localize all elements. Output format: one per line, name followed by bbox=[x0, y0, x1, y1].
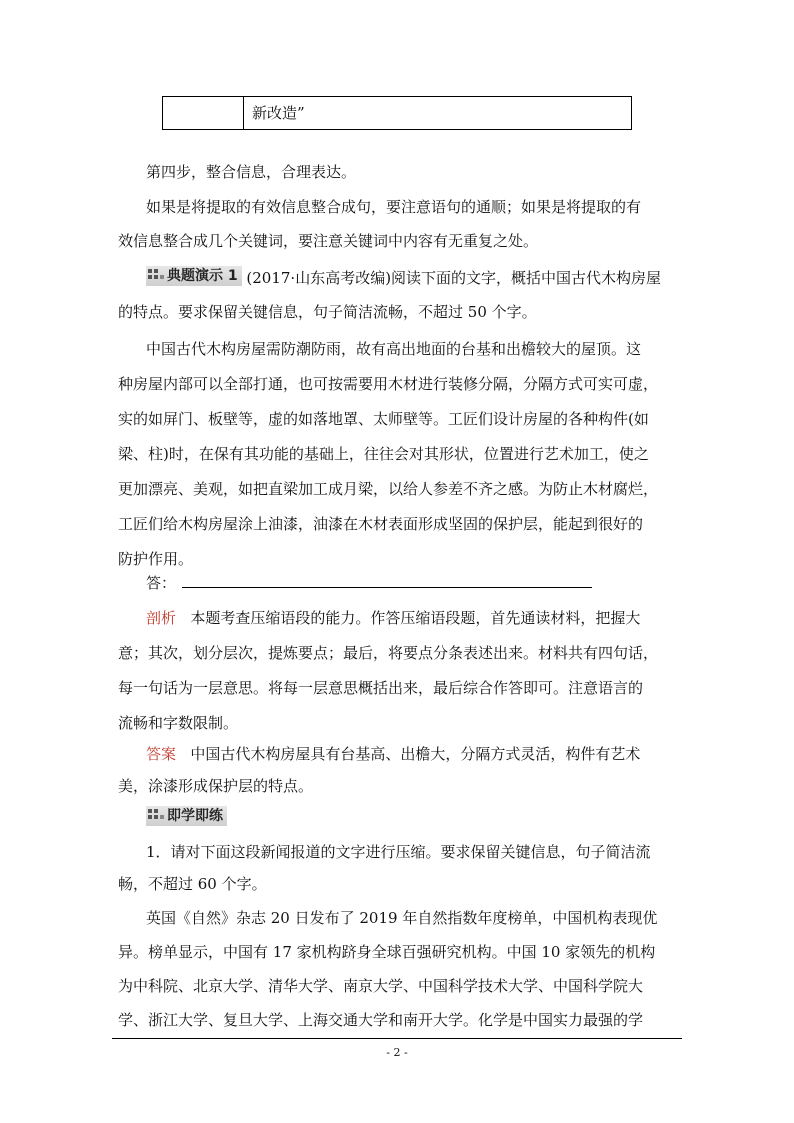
example-tag-label: 典题演示 1 bbox=[167, 268, 238, 284]
analysis-line: 每一句话为一层意思。将每一层意思概括出来，最后综合作答即可。注意语言的 bbox=[118, 679, 644, 697]
news-line: 为中科院、北京大学、清华大学、南京大学、中国科学技术大学、中国科学院大 bbox=[118, 977, 644, 995]
question-line: 畅，不超过 60 个字。 bbox=[118, 875, 267, 893]
passage-line: 防护作用。 bbox=[118, 550, 194, 568]
practice-heading bbox=[146, 806, 227, 828]
passage-line: 工匠们给木构房屋涂上油漆，油漆在木材表面形成坚固的保护层，能起到很好的 bbox=[118, 515, 644, 533]
table-cell-empty bbox=[163, 97, 244, 129]
question-line: 1．请对下面这段新闻报道的文字进行压缩。要求保留关键信息，句子简洁流 bbox=[146, 843, 651, 861]
analysis-text: 本题考查压缩语段的能力。作答压缩语段题，首先通读材料，把握大 bbox=[190, 609, 641, 627]
analysis-label: 剖析 bbox=[146, 609, 177, 627]
news-line: 学、浙江大学、复旦大学、上海交通大学和南开大学。化学是中国实力最强的学 bbox=[118, 1011, 644, 1029]
analysis-line: 流畅和字数限制。 bbox=[118, 714, 239, 732]
passage-line: 更加漂亮、美观，如把直梁加工成月梁，以给人参差不齐之感。为防止木材腐烂， bbox=[118, 480, 659, 498]
answer-blank bbox=[182, 573, 592, 588]
step4-desc-line: 效信息整合成几个关键词，要注意关键词中内容有无重复之处。 bbox=[118, 232, 539, 250]
key-label: 答案 bbox=[146, 745, 177, 763]
analysis-line: 意；其次，划分层次，提炼要点；最后，将要点分条表述出来。材料共有四句话， bbox=[118, 644, 659, 662]
table-fragment bbox=[162, 96, 632, 130]
example-prompt-line: 的特点。要求保留关键信息，句子简洁流畅，不超过 50 个字。 bbox=[118, 303, 537, 321]
passage-line: 实的如屏门、板壁等，虚的如落地罩、太师壁等。工匠们设计房屋的各种构件(如 bbox=[118, 410, 649, 428]
footer-rule bbox=[112, 1038, 682, 1039]
passage-line: 中国古代木构房屋需防潮防雨，故有高出地面的台基和出檐较大的屋顶。这 bbox=[146, 340, 642, 358]
passage-line: 梁、柱)时，在保有其功能的基础上，往往会对其形状，位置进行艺术加工，使之 bbox=[118, 445, 649, 463]
key-line bbox=[146, 744, 640, 764]
key-text: 中国古代木构房屋具有台基高、出檐大，分隔方式灵活，构件有艺术 bbox=[190, 745, 641, 763]
grid-icon bbox=[148, 809, 164, 823]
key-line: 美，涂漆形成保护层的特点。 bbox=[118, 777, 314, 795]
analysis-line bbox=[146, 608, 640, 628]
example-tag bbox=[146, 266, 242, 286]
step4-desc-line: 如果是将提取的有效信息整合成句，要注意语句的通顺；如果是将提取的有 bbox=[146, 198, 642, 216]
table-cell-text: 新改造” bbox=[252, 104, 305, 122]
passage-line: 种房屋内部可以全部打通，也可按需要用木材进行装修分隔，分隔方式可实可虚， bbox=[118, 375, 659, 393]
step4-heading: 第四步，整合信息，合理表达。 bbox=[146, 163, 357, 181]
practice-tag-label: 即学即练 bbox=[167, 808, 223, 824]
page-number: - 2 - bbox=[386, 1046, 408, 1059]
grid-icon bbox=[148, 269, 164, 283]
answer-label: 答： bbox=[146, 574, 177, 592]
news-line: 异。榜单显示，中国有 17 家机构跻身全球百强研究机构。中国 10 家领先的机构 bbox=[118, 943, 656, 961]
practice-tag bbox=[146, 806, 227, 826]
news-line: 英国《自然》杂志 20 日发布了 2019 年自然指数年度榜单，中国机构表现优 bbox=[146, 909, 658, 927]
answer-row bbox=[146, 573, 592, 593]
example-prompt-text: (2017·山东高考改编)阅读下面的文字，概括中国古代木构房屋 bbox=[246, 269, 662, 287]
example-prompt-line bbox=[146, 266, 661, 288]
